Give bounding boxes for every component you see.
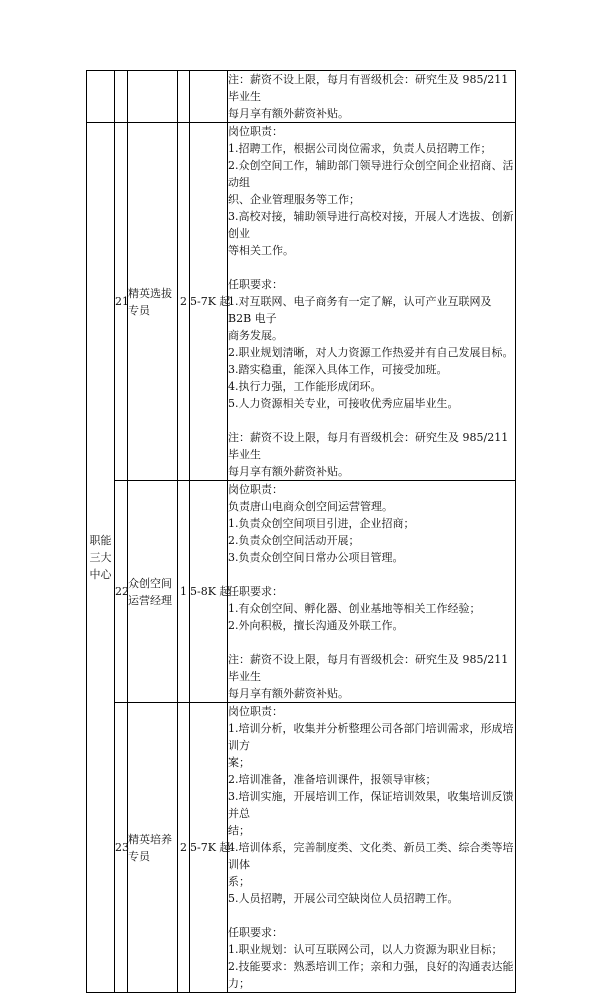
desc-line: 2.职业规划清晰，对人力资源工作热爱并有自己发展目标。 xyxy=(228,346,514,359)
desc-line: 结； xyxy=(228,824,250,837)
desc-gap xyxy=(228,412,515,429)
salary: 5-7K 起 xyxy=(190,123,228,481)
desc-line: 1.有众创空间、孵化器、创业基地等相关工作经验； xyxy=(228,602,481,615)
desc-line: 负责唐山电商众创空间运营管理。 xyxy=(228,500,393,513)
desc-line: 每月享有额外薪资补贴。 xyxy=(228,465,349,478)
job-number: 22 xyxy=(115,481,128,703)
headcount: 2 xyxy=(178,703,190,993)
desc-line: 商务发展。 xyxy=(228,329,283,342)
table-row xyxy=(87,123,516,481)
job-title: 众创空间运营经理 xyxy=(128,481,178,703)
job-number: 23 xyxy=(115,703,128,993)
desc-line: 3.踏实稳重，能深入具体工作，可接受加班。 xyxy=(228,363,448,376)
desc-line: 任职要求： xyxy=(228,585,283,598)
desc-line: 岗位职责： xyxy=(228,705,283,718)
desc-line: 等相关工作。 xyxy=(228,244,294,257)
desc-line: 注：薪资不设上限，每月有晋级机会：研究生及 985/211 毕业生 xyxy=(228,653,509,683)
desc-line: 3.负责众创空间日常办公项目管理。 xyxy=(228,551,404,564)
desc-line: 任职要求： xyxy=(228,278,283,291)
desc-line: 1.招聘工作，根据公司岗位需求，负责人员招聘工作； xyxy=(228,142,492,155)
desc-line: 2.负责众创空间活动开展； xyxy=(228,534,360,547)
job-table xyxy=(86,70,516,993)
desc-line: 岗位职责： xyxy=(228,125,283,138)
desc-line: 系； xyxy=(228,875,250,888)
title-cell-empty xyxy=(128,71,178,123)
desc-gap xyxy=(228,259,515,276)
job-description xyxy=(228,481,516,703)
desc-line: 4.执行力强，工作能形成闭环。 xyxy=(228,380,382,393)
dept-cell-empty xyxy=(87,71,115,123)
desc-line: 案； xyxy=(228,756,250,769)
note-line: 每月享有额外薪资补贴。 xyxy=(228,107,349,120)
desc-line: 5.人员招聘，开展公司空缺岗位人员招聘工作。 xyxy=(228,892,459,905)
desc-line: 2.培训准备，准备培训课件，报领导审核； xyxy=(228,773,437,786)
desc-line: 4.培训体系，完善制度类、文化类、新员工类、综合类等培训体 xyxy=(228,841,514,871)
table-row-continued xyxy=(87,71,516,123)
salary-cell-empty xyxy=(190,71,228,123)
desc-line: 2.技能要求：熟悉培训工作；亲和力强，良好的沟通表达能力； xyxy=(228,960,514,990)
desc-line: 1.培训分析，收集并分析整理公司各部门培训需求，形成培训方 xyxy=(228,722,514,752)
salary: 5-7K 起 xyxy=(190,703,228,993)
headcount: 2 xyxy=(178,123,190,481)
table-row xyxy=(87,481,516,703)
desc-line: 2.外向积极，擅长沟通及外联工作。 xyxy=(228,619,404,632)
desc-line: 2.众创空间工作，辅助部门领导进行众创空间企业招商、活动组 xyxy=(228,159,514,189)
desc-line: 3.高校对接，辅助领导进行高校对接，开展人才选拔、创新创业 xyxy=(228,210,514,240)
job-number: 21 xyxy=(115,123,128,481)
desc-line: 1.对互联网、电子商务有一定了解，认可产业互联网及 B2B 电子 xyxy=(228,295,492,325)
note-line: 注：薪资不设上限，每月有晋级机会：研究生及 985/211 毕业生 xyxy=(228,73,509,103)
desc-line: 3.培训实施，开展培训工作，保证培训效果，收集培训反馈并总 xyxy=(228,790,514,820)
num-cell-empty xyxy=(115,71,128,123)
desc-line: 每月享有额外薪资补贴。 xyxy=(228,687,349,700)
job-description xyxy=(228,123,516,481)
desc-line: 任职要求： xyxy=(228,926,283,939)
job-title: 精英培养专员 xyxy=(128,703,178,993)
desc-gap xyxy=(228,907,515,924)
headcount: 1 xyxy=(178,481,190,703)
desc-line: 1.负责众创空间项目引进，企业招商； xyxy=(228,517,415,530)
salary: 5-8K 起 xyxy=(190,481,228,703)
desc-line: 织、企业管理服务等工作； xyxy=(228,193,360,206)
desc-line: 注：薪资不设上限，每月有晋级机会：研究生及 985/211 毕业生 xyxy=(228,431,509,461)
count-cell-empty xyxy=(178,71,190,123)
desc-line: 岗位职责： xyxy=(228,483,283,496)
desc-line: 5.人力资源相关专业，可接收优秀应届毕业生。 xyxy=(228,397,459,410)
desc-gap xyxy=(228,566,515,583)
department-cell: 职能三大中心 xyxy=(87,123,115,993)
desc-gap xyxy=(228,634,515,651)
job-title: 精英选拔专员 xyxy=(128,123,178,481)
note-cell xyxy=(228,71,516,123)
desc-line: 1.职业规划：认可互联网公司，以人力资源为职业目标； xyxy=(228,943,503,956)
